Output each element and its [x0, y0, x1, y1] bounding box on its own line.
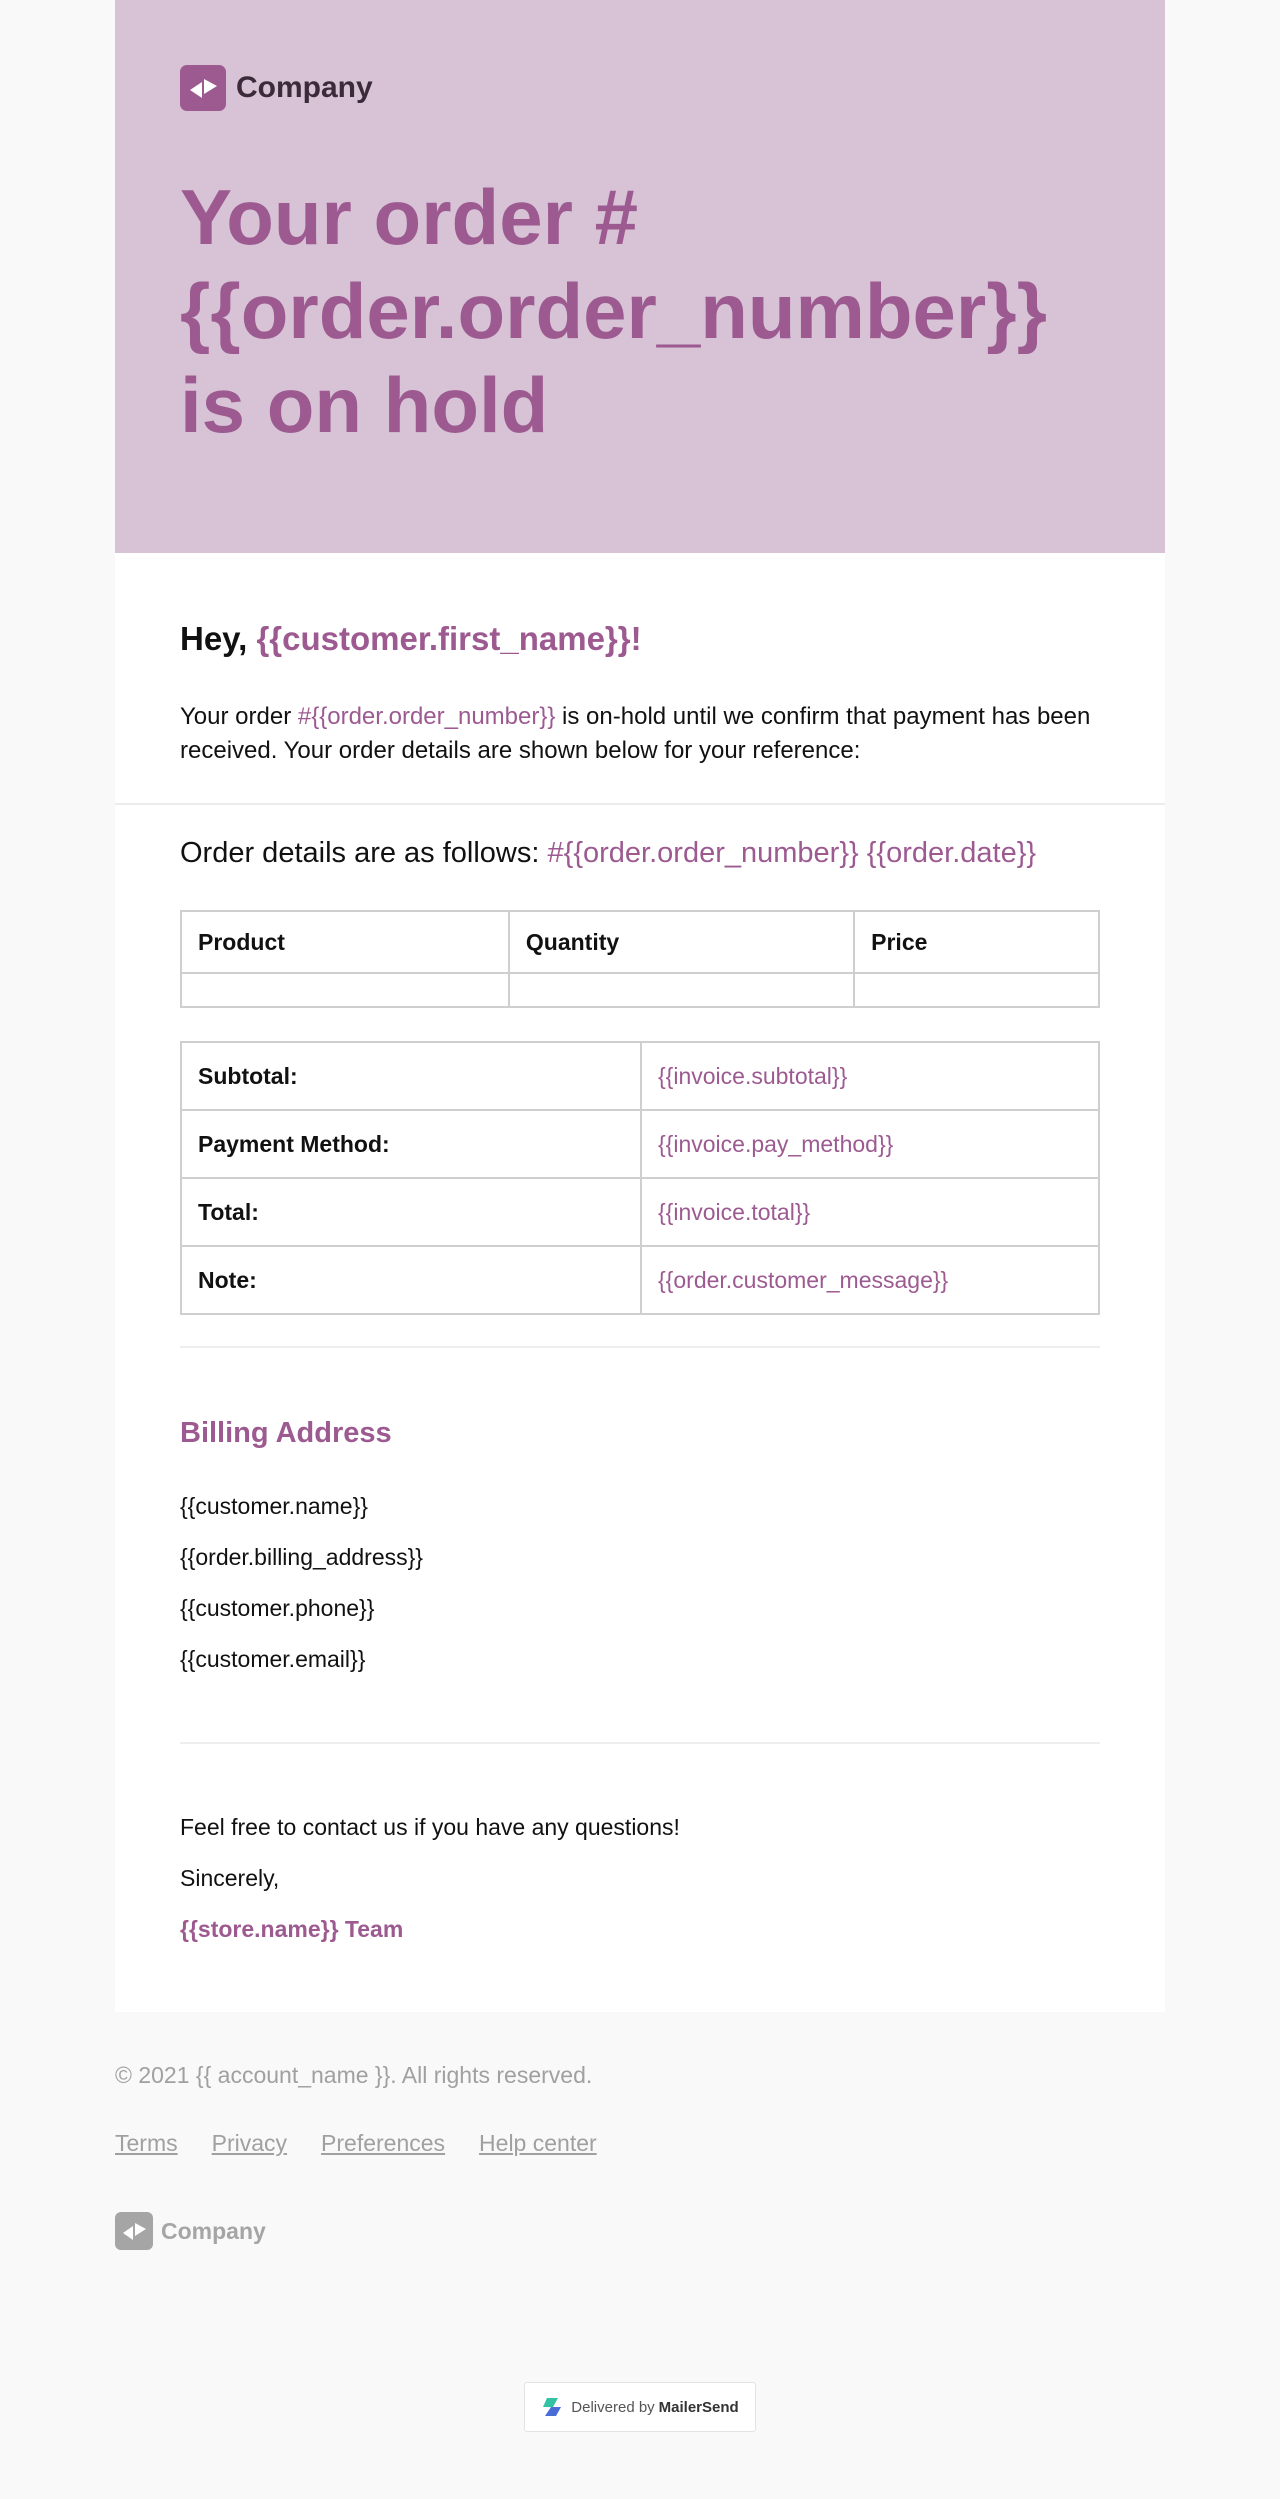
subtotal-label: Subtotal: [181, 1042, 641, 1110]
page-title: Your order # {{order.order_number}} is on hold [180, 173, 1047, 449]
column-header-quantity: Quantity [509, 911, 854, 973]
greeting-section [115, 553, 1165, 803]
badge-brand: MailerSend [658, 2398, 739, 2416]
footer-logo-icon [115, 2212, 153, 2250]
total-label: Total: [181, 1178, 641, 1246]
contact-text: Feel free to contact us if you have any questions! [180, 1814, 680, 1840]
badge-prefix: Delivered by [571, 2398, 655, 2416]
footer-logo-text: Company [161, 2217, 266, 2244]
email-header [115, 0, 1165, 553]
order-details-ref: #{{order.order_number}} [547, 837, 859, 869]
table-row [181, 1110, 1099, 1178]
company-logo-text: Company [236, 71, 373, 104]
column-header-product: Product [181, 911, 509, 973]
order-details-heading [180, 837, 1036, 870]
divider [180, 1346, 1100, 1348]
delivered-by-badge[interactable] [524, 2382, 756, 2432]
privacy-link[interactable]: Privacy [211, 2130, 288, 2156]
copyright-text: © 2021 {{ account_name }}. All rights reserved. [115, 2062, 593, 2088]
total-value: {{invoice.total}} [641, 1178, 1099, 1246]
column-header-price: Price [854, 911, 1099, 973]
products-table-header [181, 911, 1099, 973]
intro-text [180, 700, 1100, 768]
payment-method-value: {{invoice.pay_method}} [641, 1110, 1099, 1178]
divider [180, 1742, 1100, 1744]
products-table [180, 910, 1100, 1008]
table-row [181, 1246, 1099, 1314]
product-cell [181, 973, 509, 1007]
intro-before: Your order [180, 703, 298, 730]
price-cell [854, 973, 1099, 1007]
billing-address-title: Billing Address [180, 1417, 392, 1449]
terms-link[interactable]: Terms [115, 2130, 178, 2156]
mailersend-icon [541, 2396, 563, 2418]
billing-phone: {{customer.phone}} [180, 1595, 375, 1621]
billing-email: {{customer.email}} [180, 1646, 366, 1672]
table-row [181, 1042, 1099, 1110]
billing-address: {{order.billing_address}} [180, 1544, 423, 1570]
subtotal-value: {{invoice.subtotal}} [641, 1042, 1099, 1110]
order-details-date: {{order.date}} [866, 837, 1037, 869]
billing-name: {{customer.name}} [180, 1493, 368, 1519]
summary-table [180, 1041, 1100, 1315]
greeting-prefix: Hey, [180, 620, 248, 657]
footer-company-logo[interactable] [115, 2212, 266, 2250]
table-row [181, 973, 1099, 1007]
greeting-heading [180, 620, 642, 658]
payment-method-label: Payment Method: [181, 1110, 641, 1178]
company-logo-icon [180, 65, 226, 111]
order-details-section [115, 805, 1165, 2012]
note-value: {{order.customer_message}} [641, 1246, 1099, 1314]
order-details-label: Order details are as follows: [180, 837, 540, 869]
intro-order-ref: #{{order.order_number}} [297, 703, 556, 730]
sign-off: Sincerely, [180, 1865, 280, 1891]
help-center-link[interactable]: Help center [479, 2130, 597, 2156]
customer-first-name: {{customer.first_name}}! [256, 620, 642, 657]
note-label: Note: [181, 1246, 641, 1314]
preferences-link[interactable]: Preferences [321, 2130, 446, 2156]
table-row [181, 1178, 1099, 1246]
intro-after: is on-hold until we confirm that payment has been received. Your order details are shown below for your reference: [180, 703, 1091, 764]
company-logo[interactable] [180, 65, 373, 111]
quantity-cell [509, 973, 854, 1007]
store-team-signature: {{store.name}} Team [180, 1916, 404, 1942]
footer-links [115, 2130, 597, 2157]
